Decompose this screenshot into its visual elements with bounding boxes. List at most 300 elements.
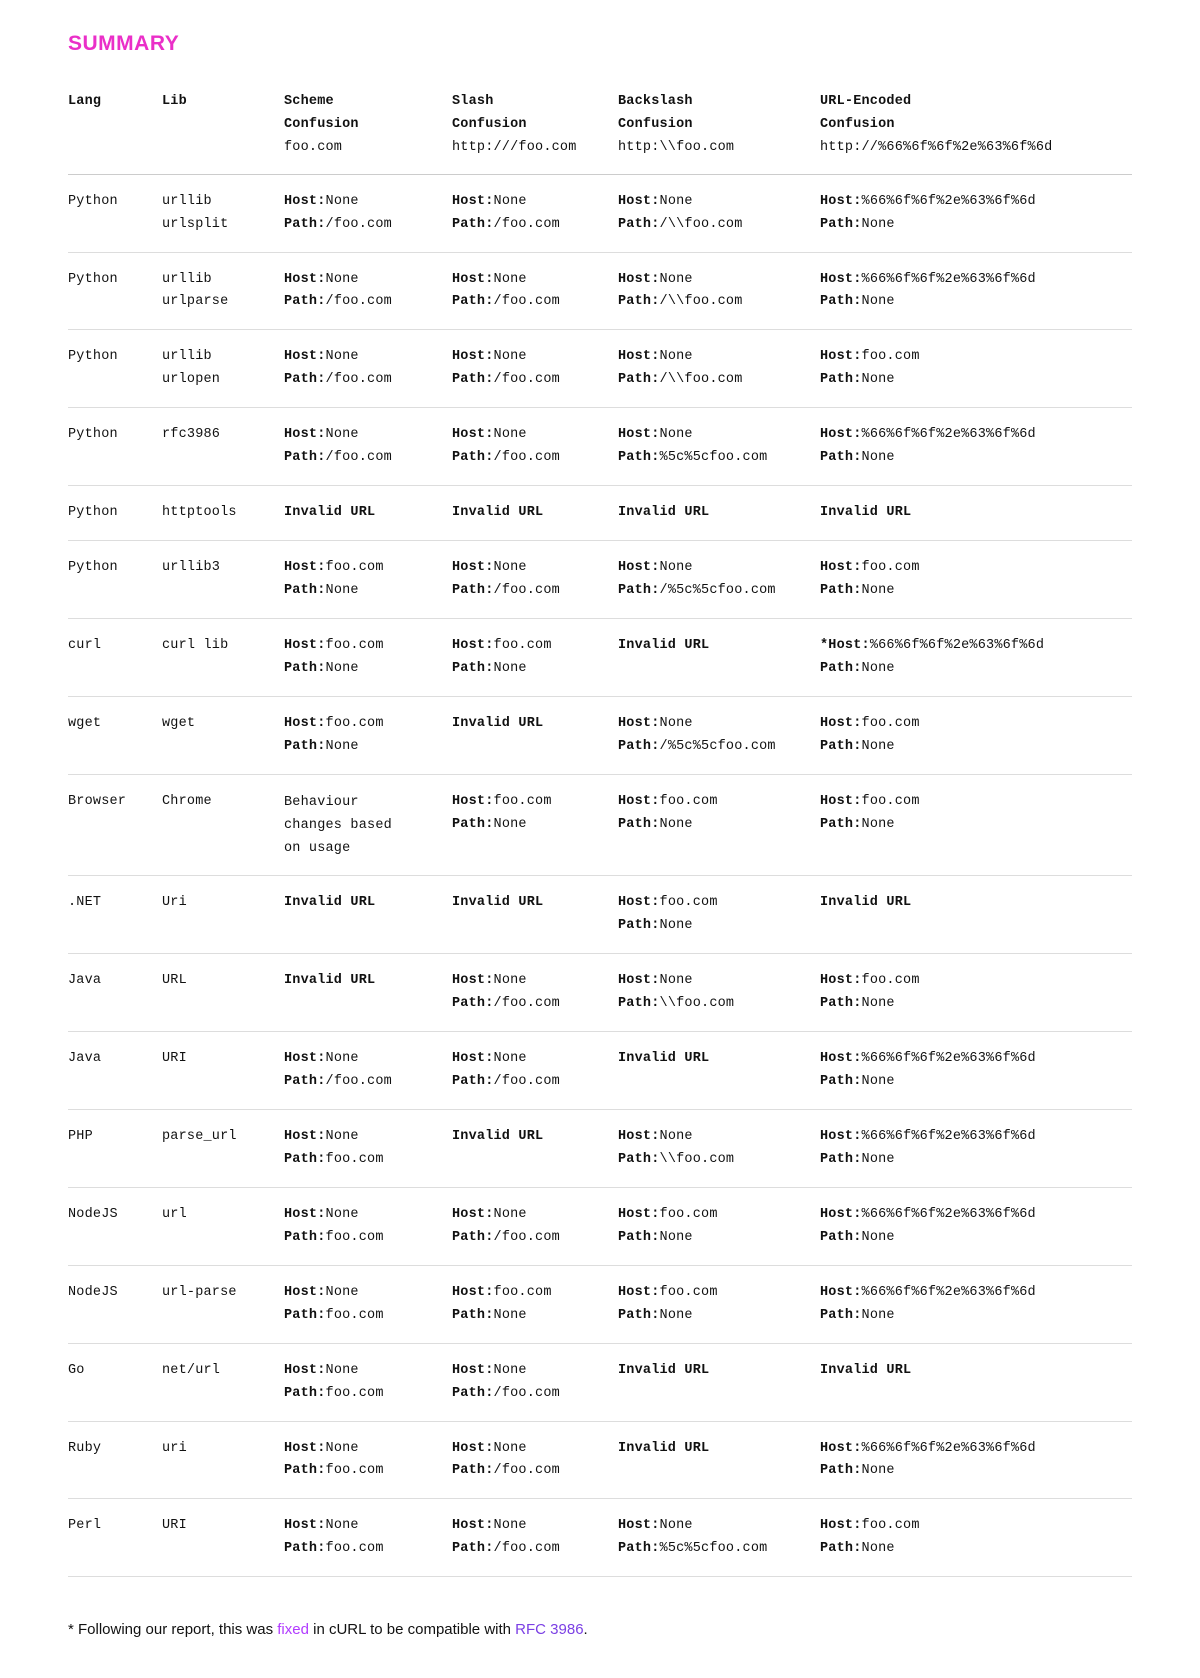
host-value-text: None <box>493 271 527 287</box>
cell-result <box>284 408 452 486</box>
cell-result <box>284 954 452 1032</box>
host-value: Host:foo.com <box>820 1518 920 1534</box>
page-title: SUMMARY <box>68 32 180 55</box>
host-value: Host:%66%6f%6f%2e%63%6f%6d <box>820 1284 1036 1300</box>
column-header-urlencoded-line1: URL-Encoded <box>820 94 912 109</box>
host-value-text: None <box>659 349 693 365</box>
path-value: Path:None <box>284 583 359 599</box>
cell-result <box>452 1343 618 1421</box>
host-value: Host:None <box>452 1440 527 1456</box>
path-value: Path:/foo.com <box>452 372 560 388</box>
path-value: Path:/foo.com <box>452 996 560 1012</box>
host-value-text: None <box>659 193 693 209</box>
path-value-text: /foo.com <box>325 1074 392 1090</box>
cell-note-line: on usage <box>284 841 351 857</box>
host-value: Host:%66%6f%6f%2e%63%6f%6d <box>820 1129 1036 1144</box>
cell-result <box>618 1110 820 1188</box>
path-value-text: None <box>861 996 895 1012</box>
path-value-text: None <box>493 816 527 832</box>
host-value: Host:%66%6f%6f%2e%63%6f%6d <box>820 193 1036 209</box>
host-value: Host:None <box>618 427 693 443</box>
host-value-text: %66%6f%6f%2e%63%6f%6d <box>861 1284 1036 1300</box>
cell-lib <box>162 252 284 330</box>
cell-result <box>284 1187 452 1265</box>
cell-result <box>618 876 820 954</box>
cell-result <box>618 774 820 876</box>
path-value-text: /\\foo.com <box>659 372 743 388</box>
invalid-url-label: Invalid URL <box>284 505 376 521</box>
path-value: Path:None <box>820 1307 895 1323</box>
host-value-text: foo.com <box>493 793 552 809</box>
host-value: Host:None <box>284 271 359 287</box>
host-value: Host:%66%6f%6f%2e%63%6f%6d <box>820 427 1036 443</box>
host-value-text: %66%6f%6f%2e%63%6f%6d <box>861 193 1036 209</box>
host-value-text: foo.com <box>493 637 552 653</box>
path-value-text: /%5c%5cfoo.com <box>659 738 776 754</box>
cell-lib <box>162 408 284 486</box>
cell-lib <box>162 1343 284 1421</box>
table-header <box>68 90 1132 174</box>
path-value: Path:/\\foo.com <box>618 372 743 388</box>
host-value-text: None <box>325 1051 359 1067</box>
path-value: Path:foo.com <box>284 1385 384 1401</box>
cell-result <box>284 252 452 330</box>
path-value: Path:None <box>820 816 895 832</box>
path-value-text: None <box>659 1229 693 1245</box>
path-value: Path:None <box>820 294 895 310</box>
cell-result <box>452 252 618 330</box>
host-value-text: %66%6f%6f%2e%63%6f%6d <box>861 1440 1036 1456</box>
path-value-text: /foo.com <box>493 1463 560 1479</box>
table-row <box>68 408 1132 486</box>
table-row <box>68 954 1132 1032</box>
path-value: Path:None <box>618 1229 693 1245</box>
path-value: Path:None <box>820 583 895 599</box>
cell-lang: PHP <box>68 1110 162 1188</box>
invalid-url-label: Invalid URL <box>618 1051 710 1067</box>
path-value-text: /foo.com <box>325 216 392 232</box>
column-header-backslash-line1: Backslash <box>618 94 693 109</box>
table-row <box>68 1343 1132 1421</box>
table-row <box>68 1499 1132 1577</box>
host-value: Host:foo.com <box>820 349 920 365</box>
path-value: Path:None <box>820 450 895 466</box>
host-value: Host:None <box>284 1362 359 1378</box>
cell-lib <box>162 1032 284 1110</box>
cell-lang: Python <box>68 174 162 252</box>
host-value-text: %66%6f%6f%2e%63%6f%6d <box>861 1129 1036 1144</box>
invalid-url-label: Invalid URL <box>820 1362 912 1378</box>
cell-result <box>284 486 452 541</box>
host-value: Host:foo.com <box>820 793 920 809</box>
cell-lib-line: url-parse <box>162 1284 237 1300</box>
column-header-scheme-url: foo.com <box>284 140 343 156</box>
host-value-text: None <box>325 1440 359 1456</box>
cell-result <box>820 1110 1132 1188</box>
path-value-text: %5c%5cfoo.com <box>659 450 768 466</box>
table-row <box>68 252 1132 330</box>
column-header-slash-url: http:///foo.com <box>452 140 577 156</box>
host-value: Host:None <box>284 1206 359 1222</box>
path-value-text: None <box>659 1307 693 1323</box>
cell-lib-line: wget <box>162 715 196 731</box>
path-value: Path:None <box>820 1541 895 1557</box>
host-value: Host:None <box>284 1440 359 1456</box>
cell-lib-line: httptools <box>162 505 237 521</box>
host-value-text: %66%6f%6f%2e%63%6f%6d <box>861 271 1036 287</box>
table-row <box>68 1421 1132 1499</box>
host-value-text: None <box>493 1051 527 1067</box>
cell-result <box>820 1343 1132 1421</box>
path-value-text: None <box>861 1463 895 1479</box>
cell-result <box>618 486 820 541</box>
table-row <box>68 486 1132 541</box>
cell-result <box>820 252 1132 330</box>
host-value-text: None <box>493 1362 527 1378</box>
cell-result <box>820 618 1132 696</box>
cell-lang: curl <box>68 618 162 696</box>
path-value-text: %5c%5cfoo.com <box>659 1541 768 1557</box>
cell-result <box>820 408 1132 486</box>
cell-lib <box>162 330 284 408</box>
path-value-text: None <box>861 372 895 388</box>
path-value-text: None <box>861 450 895 466</box>
path-value: Path:\\foo.com <box>618 1151 735 1167</box>
cell-lang: Python <box>68 486 162 541</box>
host-value: Host:None <box>284 1284 359 1300</box>
path-value: Path:/foo.com <box>452 583 560 599</box>
path-value-text: \\foo.com <box>659 996 735 1012</box>
host-value: Host:%66%6f%6f%2e%63%6f%6d <box>820 271 1036 287</box>
cell-result <box>618 1499 820 1577</box>
table-row <box>68 541 1132 619</box>
cell-result <box>820 1032 1132 1110</box>
host-value: Host:None <box>452 1362 527 1378</box>
path-value-text: /foo.com <box>493 1385 560 1401</box>
table-row <box>68 1110 1132 1188</box>
table-row <box>68 174 1132 252</box>
invalid-url-label: Invalid URL <box>452 715 544 731</box>
host-value-text: foo.com <box>659 793 718 809</box>
host-value-text: None <box>325 1129 359 1144</box>
path-value-text: /foo.com <box>325 372 392 388</box>
cell-result <box>284 696 452 774</box>
cell-result <box>820 541 1132 619</box>
footnote-link-fixed[interactable]: fixed <box>277 1621 309 1639</box>
path-value: Path:/foo.com <box>452 1385 560 1401</box>
cell-result <box>820 954 1132 1032</box>
host-value-text: None <box>659 1518 693 1534</box>
cell-lang: Ruby <box>68 1421 162 1499</box>
host-value: Host:foo.com <box>284 560 384 576</box>
host-value: Host:None <box>284 349 359 365</box>
path-value-text: foo.com <box>325 1229 384 1245</box>
path-value: Path:/foo.com <box>284 216 392 232</box>
cell-result <box>618 1032 820 1110</box>
table-row <box>68 1187 1132 1265</box>
cell-lib-line: Uri <box>162 895 187 911</box>
cell-result <box>618 1421 820 1499</box>
path-value-text: None <box>493 1307 527 1323</box>
cell-result <box>284 1499 452 1577</box>
cell-lib <box>162 876 284 954</box>
path-value: Path:/%5c%5cfoo.com <box>618 583 776 599</box>
host-value: Host:None <box>284 427 359 443</box>
footnote-link-rfc3986[interactable]: RFC 3986 <box>515 1621 584 1639</box>
invalid-url-label: Invalid URL <box>284 973 376 989</box>
path-value: Path:foo.com <box>284 1463 384 1479</box>
host-value: Host:foo.com <box>618 895 718 911</box>
path-value: Path:\\foo.com <box>618 996 735 1012</box>
path-value: Path:foo.com <box>284 1151 384 1167</box>
cell-result <box>618 1187 820 1265</box>
host-value-text: foo.com <box>861 715 920 731</box>
path-value-text: None <box>325 660 359 676</box>
host-value: Host:None <box>618 1518 693 1534</box>
path-value-text: None <box>861 1229 895 1245</box>
host-value: Host:None <box>618 271 693 287</box>
cell-lang: Python <box>68 252 162 330</box>
cell-result <box>452 486 618 541</box>
host-value-text: None <box>493 1440 527 1456</box>
cell-lang: Python <box>68 408 162 486</box>
cell-result <box>452 774 618 876</box>
path-value-text: foo.com <box>325 1463 384 1479</box>
path-value: Path:%5c%5cfoo.com <box>618 450 768 466</box>
path-value: Path:/foo.com <box>284 294 392 310</box>
cell-lib <box>162 174 284 252</box>
table-row <box>68 696 1132 774</box>
cell-result <box>284 1265 452 1343</box>
host-value: Host:foo.com <box>284 637 384 653</box>
host-value: Host:None <box>618 715 693 731</box>
cell-lib <box>162 1187 284 1265</box>
path-value-text: None <box>861 583 895 599</box>
host-value-text: None <box>325 1206 359 1222</box>
cell-note-line: Behaviour <box>284 794 359 810</box>
table-row <box>68 1265 1132 1343</box>
host-value-text: None <box>325 271 359 287</box>
cell-lib-line: URI <box>162 1051 187 1067</box>
host-value-text: %66%6f%6f%2e%63%6f%6d <box>861 427 1036 443</box>
cell-result <box>452 1032 618 1110</box>
table-row <box>68 774 1132 876</box>
cell-result <box>820 1265 1132 1343</box>
host-value-text: None <box>659 1129 693 1144</box>
cell-result <box>284 618 452 696</box>
invalid-url-label: Invalid URL <box>820 895 912 911</box>
cell-result <box>820 774 1132 876</box>
path-value: Path:None <box>452 660 527 676</box>
table-body <box>68 174 1132 1577</box>
path-value-text: /foo.com <box>493 1074 560 1090</box>
cell-note-line: changes based <box>284 817 392 833</box>
footnote-middle: in cURL to be compatible with <box>308 1621 516 1639</box>
footnote-suffix: . <box>583 1621 588 1639</box>
cell-result <box>618 618 820 696</box>
path-value: Path:None <box>618 918 693 934</box>
column-header-lib <box>162 90 284 174</box>
host-value: Host:foo.com <box>820 715 920 731</box>
cell-result <box>618 1265 820 1343</box>
host-value: Host:None <box>452 973 527 989</box>
host-value-text: None <box>659 560 693 576</box>
path-value-text: /foo.com <box>325 294 392 310</box>
host-value: Host:None <box>452 349 527 365</box>
cell-lang: Java <box>68 954 162 1032</box>
cell-result <box>618 954 820 1032</box>
host-value: Host:None <box>452 560 527 576</box>
path-value-text: None <box>325 583 359 599</box>
host-value: Host:None <box>284 1051 359 1067</box>
cell-lib-line: urllib <box>162 193 212 209</box>
cell-lang: NodeJS <box>68 1265 162 1343</box>
path-value-text: /foo.com <box>493 1229 560 1245</box>
cell-result <box>618 330 820 408</box>
cell-lang: Browser <box>68 774 162 876</box>
cell-lang: NodeJS <box>68 1187 162 1265</box>
cell-result <box>820 876 1132 954</box>
invalid-url-label: Invalid URL <box>820 505 912 521</box>
path-value-text: /foo.com <box>493 372 560 388</box>
column-header-lang <box>68 90 162 174</box>
host-value-text: None <box>659 973 693 989</box>
path-value-text: None <box>861 216 895 232</box>
cell-lang: Java <box>68 1032 162 1110</box>
path-value: Path:/foo.com <box>452 450 560 466</box>
path-value-text: /%5c%5cfoo.com <box>659 583 776 599</box>
path-value: Path:/foo.com <box>452 294 560 310</box>
path-value: Path:None <box>452 1307 527 1323</box>
path-value-text: foo.com <box>325 1307 384 1323</box>
path-value: Path:None <box>452 816 527 832</box>
host-value: Host:None <box>618 1129 693 1144</box>
cell-lib-line: uri <box>162 1440 187 1456</box>
cell-result <box>820 174 1132 252</box>
column-header-slash-confusion <box>452 90 618 174</box>
cell-lib <box>162 618 284 696</box>
path-value: Path:foo.com <box>284 1229 384 1245</box>
cell-lib-line: urlparse <box>162 294 229 310</box>
invalid-url-label: Invalid URL <box>284 895 376 911</box>
host-value-text: foo.com <box>659 1284 718 1300</box>
path-value-text: \\foo.com <box>659 1151 735 1167</box>
footnote <box>68 1621 1132 1638</box>
host-value-text: None <box>325 427 359 443</box>
table-header-row <box>68 90 1132 174</box>
host-value-text: None <box>659 271 693 287</box>
cell-lib <box>162 774 284 876</box>
host-value: Host:%66%6f%6f%2e%63%6f%6d <box>820 1206 1036 1222</box>
host-value: Host:foo.com <box>820 560 920 576</box>
path-value: Path:/foo.com <box>284 1074 392 1090</box>
cell-lib <box>162 1499 284 1577</box>
host-value: *Host:%66%6f%6f%2e%63%6f%6d <box>820 637 1045 653</box>
cell-result <box>452 876 618 954</box>
cell-result <box>820 1187 1132 1265</box>
path-value-text: None <box>861 738 895 754</box>
cell-lib-line: URL <box>162 973 187 989</box>
host-value-text: None <box>493 560 527 576</box>
cell-lib <box>162 954 284 1032</box>
cell-lib <box>162 486 284 541</box>
column-header-backslash-confusion <box>618 90 820 174</box>
host-value: Host:None <box>618 560 693 576</box>
cell-lib <box>162 696 284 774</box>
cell-result <box>452 1265 618 1343</box>
column-header-url-encoded-confusion <box>820 90 1132 174</box>
path-value: Path:None <box>618 816 693 832</box>
cell-lib-line: rfc3986 <box>162 427 221 443</box>
host-value: Host:None <box>284 193 359 209</box>
cell-result <box>452 330 618 408</box>
cell-result <box>452 408 618 486</box>
host-value: Host:foo.com <box>820 973 920 989</box>
host-value: Host:None <box>618 973 693 989</box>
host-value-text: %66%6f%6f%2e%63%6f%6d <box>861 1051 1036 1067</box>
path-value: Path:/foo.com <box>284 450 392 466</box>
invalid-url-label: Invalid URL <box>618 505 710 521</box>
host-value: Host:foo.com <box>452 637 552 653</box>
host-value-text: None <box>325 1284 359 1300</box>
host-value-text: None <box>659 715 693 731</box>
host-value-text: %66%6f%6f%2e%63%6f%6d <box>861 1206 1036 1222</box>
host-value: Host:foo.com <box>452 793 552 809</box>
path-value-text: /\\foo.com <box>659 216 743 232</box>
path-value-text: foo.com <box>325 1385 384 1401</box>
cell-lib <box>162 1421 284 1499</box>
path-value: Path:/foo.com <box>452 1541 560 1557</box>
path-value-text: /foo.com <box>493 216 560 232</box>
invalid-url-label: Invalid URL <box>452 1129 544 1144</box>
cell-lib-line: Chrome <box>162 793 212 809</box>
host-value-text: None <box>325 193 359 209</box>
host-value-text: None <box>493 1518 527 1534</box>
path-value-text: None <box>659 918 693 934</box>
column-header-scheme-line2: Confusion <box>284 117 359 133</box>
cell-lib-line: url <box>162 1206 187 1222</box>
cell-result <box>284 1421 452 1499</box>
cell-result <box>618 1343 820 1421</box>
host-value: Host:foo.com <box>284 715 384 731</box>
cell-result <box>452 1187 618 1265</box>
cell-lang: Go <box>68 1343 162 1421</box>
column-header-lib-line1: Lib <box>162 94 187 109</box>
host-value: Host:None <box>618 193 693 209</box>
invalid-url-label: Invalid URL <box>618 637 710 653</box>
host-value-text: None <box>493 349 527 365</box>
host-value: Host:None <box>284 1518 359 1534</box>
path-value: Path:/foo.com <box>452 216 560 232</box>
path-value-text: /foo.com <box>493 294 560 310</box>
host-value: Host:None <box>452 1051 527 1067</box>
host-value-text: foo.com <box>325 715 384 731</box>
cell-result <box>820 1499 1132 1577</box>
cell-lib-line: urllib <box>162 271 212 287</box>
cell-result <box>820 330 1132 408</box>
host-value: Host:None <box>452 271 527 287</box>
host-value-text: foo.com <box>861 973 920 989</box>
cell-result <box>820 486 1132 541</box>
path-value-text: /foo.com <box>493 996 560 1012</box>
path-value: Path:None <box>820 1074 895 1090</box>
cell-result <box>618 252 820 330</box>
cell-result <box>284 876 452 954</box>
host-value-text: %66%6f%6f%2e%63%6f%6d <box>869 637 1045 653</box>
column-header-backslash-line2: Confusion <box>618 117 693 133</box>
invalid-url-label: Invalid URL <box>618 1362 710 1378</box>
host-value-text: None <box>493 1206 527 1222</box>
